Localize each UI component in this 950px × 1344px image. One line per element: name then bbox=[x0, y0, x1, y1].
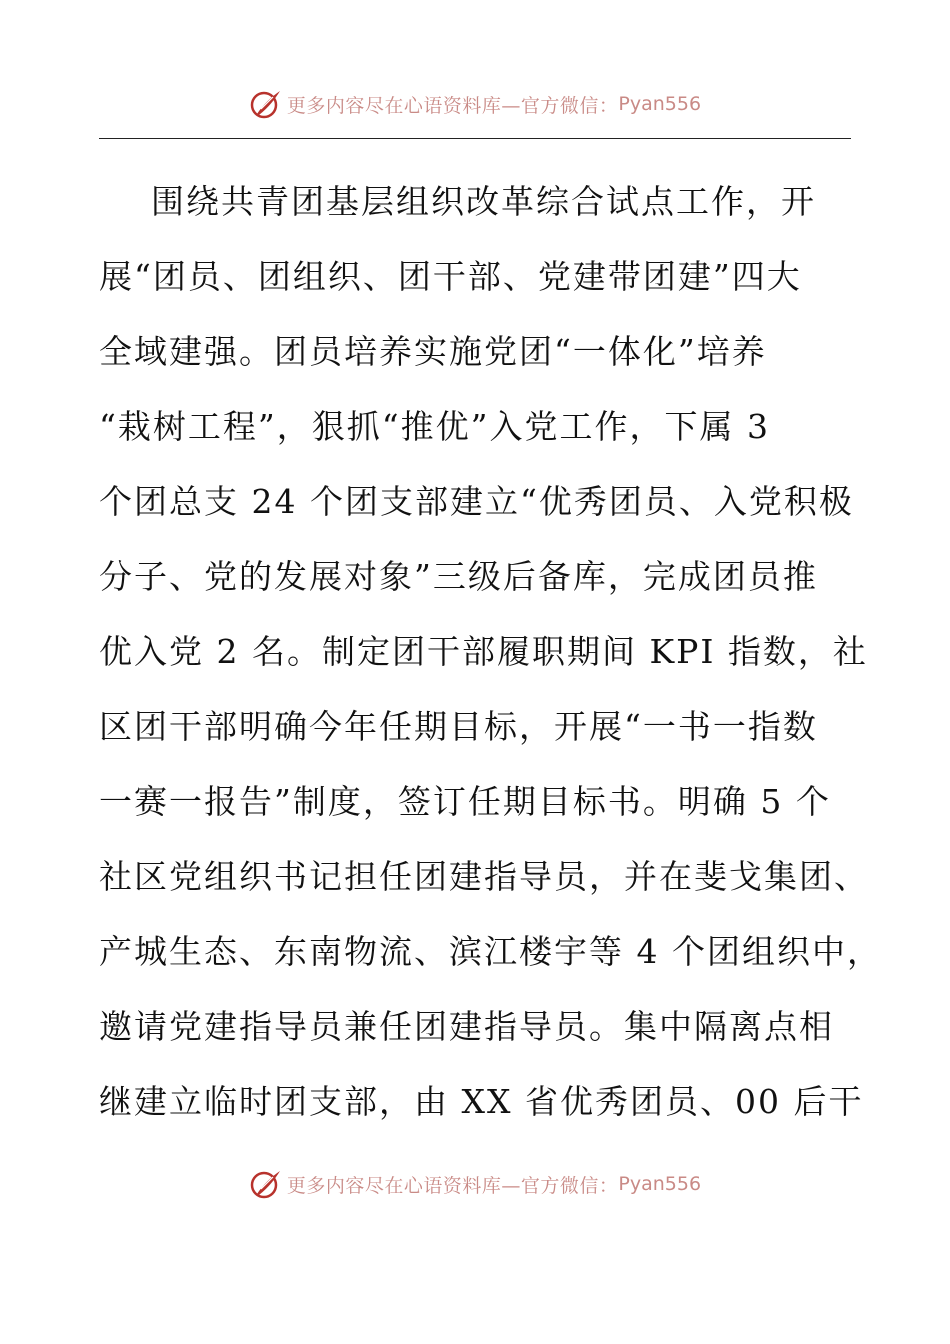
paragraph-line: 个团总支 24 个团支部建立“优秀团员、入党积极 bbox=[99, 482, 854, 521]
document-body bbox=[99, 172, 882, 1147]
paragraph-line: 产城生态、东南物流、滨江楼宇等 4 个团组织中， bbox=[99, 932, 882, 971]
paragraph-line: 邀请党建指导员兼任团建指导员。集中隔离点相 bbox=[99, 1007, 834, 1046]
paragraph-line: 继建立临时团支部，由 XX 省优秀团员、00 后干 bbox=[99, 1082, 864, 1121]
header-divider bbox=[99, 138, 851, 139]
paragraph-line: 优入党 2 名。制定团干部履职期间 KPI 指数，社 bbox=[99, 632, 868, 671]
feather-pen-logo-icon bbox=[249, 87, 283, 121]
header-wechat-id: Pyan556 bbox=[618, 93, 702, 115]
page-header-banner bbox=[0, 84, 950, 124]
paragraph-line: 社区党组织书记担任团建指导员，并在斐戈集团、 bbox=[99, 857, 869, 896]
page-footer-banner bbox=[0, 1164, 950, 1204]
header-banner-text: 更多内容尽在心语资料库—官方微信： bbox=[286, 94, 619, 117]
paragraph-line: 全域建强。团员培养实施党团“一体化”培养 bbox=[99, 332, 767, 371]
paragraph-line: 分子、党的发展对象”三级后备库，完成团员推 bbox=[99, 557, 818, 596]
paragraph-line: “栽树工程”，狠抓“推优”入党工作，下属 3 bbox=[99, 407, 770, 446]
paragraph-line: 区团干部明确今年任期目标，开展“一书一指数 bbox=[99, 707, 818, 746]
paragraph-line: 围绕共青团基层组织改革综合试点工作，开 bbox=[151, 182, 816, 221]
footer-banner-text: 更多内容尽在心语资料库—官方微信： bbox=[286, 1174, 619, 1197]
paragraph-line: 一赛一报告”制度，签订任期目标书。明确 5 个 bbox=[99, 782, 831, 821]
feather-pen-logo-icon bbox=[249, 1167, 283, 1201]
paragraph-line: 展“团员、团组织、团干部、党建带团建”四大 bbox=[99, 257, 802, 296]
footer-wechat-id: Pyan556 bbox=[618, 1173, 702, 1195]
